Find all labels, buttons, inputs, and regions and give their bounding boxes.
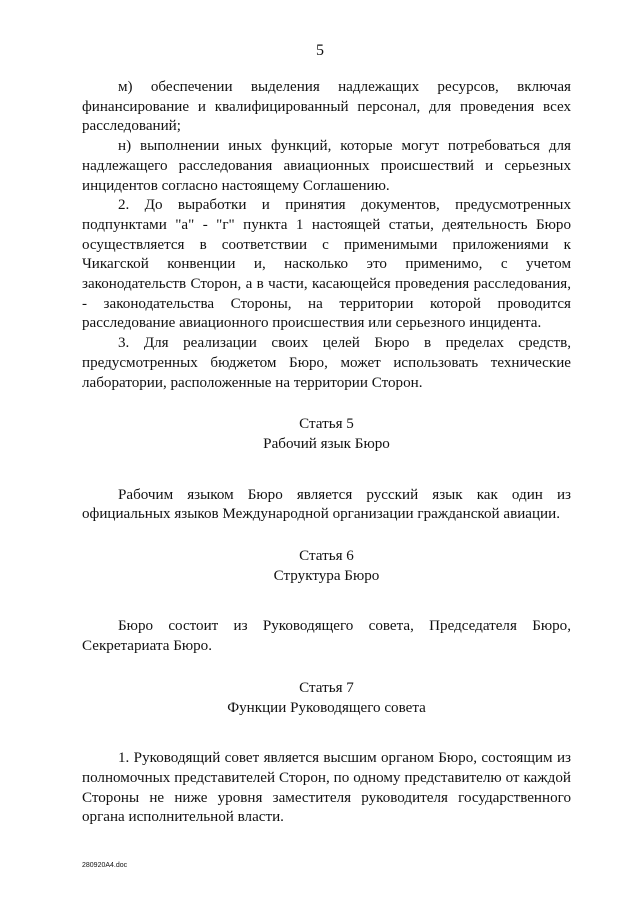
article6-title: Структура Бюро: [273, 567, 380, 584]
paragraph-3: 3. Для реализации своих целей Бюро в пределах средств, предусмотренных бюджетом Бюро, может использовать технические лаборатории, расположенные на территории Сторон.: [82, 335, 571, 391]
article5-number: Статья 5: [299, 416, 354, 433]
article6-text: Бюро состоит из Руководящего совета, Председателя Бюро, Секретариата Бюро.: [82, 618, 571, 655]
paragraph-n: н) выполнении иных функций, которые могут потребоваться для надлежащего расследования авиационных происшествий и серьезных инцидентов согласно настоящему Соглашению.: [82, 138, 571, 194]
article5-text: Рабочим языком Бюро является русский язык как один из официальных языков Международной организации гражданской авиации.: [82, 486, 571, 523]
page-number: 5: [316, 42, 324, 59]
article7-number: Статья 7: [299, 679, 354, 696]
article7-title: Функции Руководящего совета: [227, 699, 426, 716]
paragraph-2: 2. До выработки и принятия документов, предусмотренных подпунктами "а" - "г" пункта 1 настоящей статьи, деятельность Бюро осуществляется в соответствии с применимыми приложениями к Чикагской конвенции и, насколько это применимо, с учетом законодательств Сторон, а в части, касающейся проведения расследования, - законодательства Стороны, на территории которой проводится расследование авиационного происшествия или серьезного инцидента.: [82, 197, 571, 332]
file-footer: 280920A4.doc: [82, 862, 128, 869]
article7-text: 1. Руководящий совет является высшим органом Бюро, состоящим из полномочных представителей Сторон, по одному представителю от каждой Стороны не ниже уровня заместителя руководителя государственного органа исполнительной власти.: [82, 750, 571, 826]
article5-title: Рабочий язык Бюро: [263, 435, 390, 452]
paragraph-m: м) обеспечении выделения надлежащих ресурсов, включая финансирование и квалифицированный персонал, для проведения всех расследований;: [82, 79, 571, 135]
article6-number: Статья 6: [299, 548, 354, 565]
document-body: [82, 78, 571, 828]
